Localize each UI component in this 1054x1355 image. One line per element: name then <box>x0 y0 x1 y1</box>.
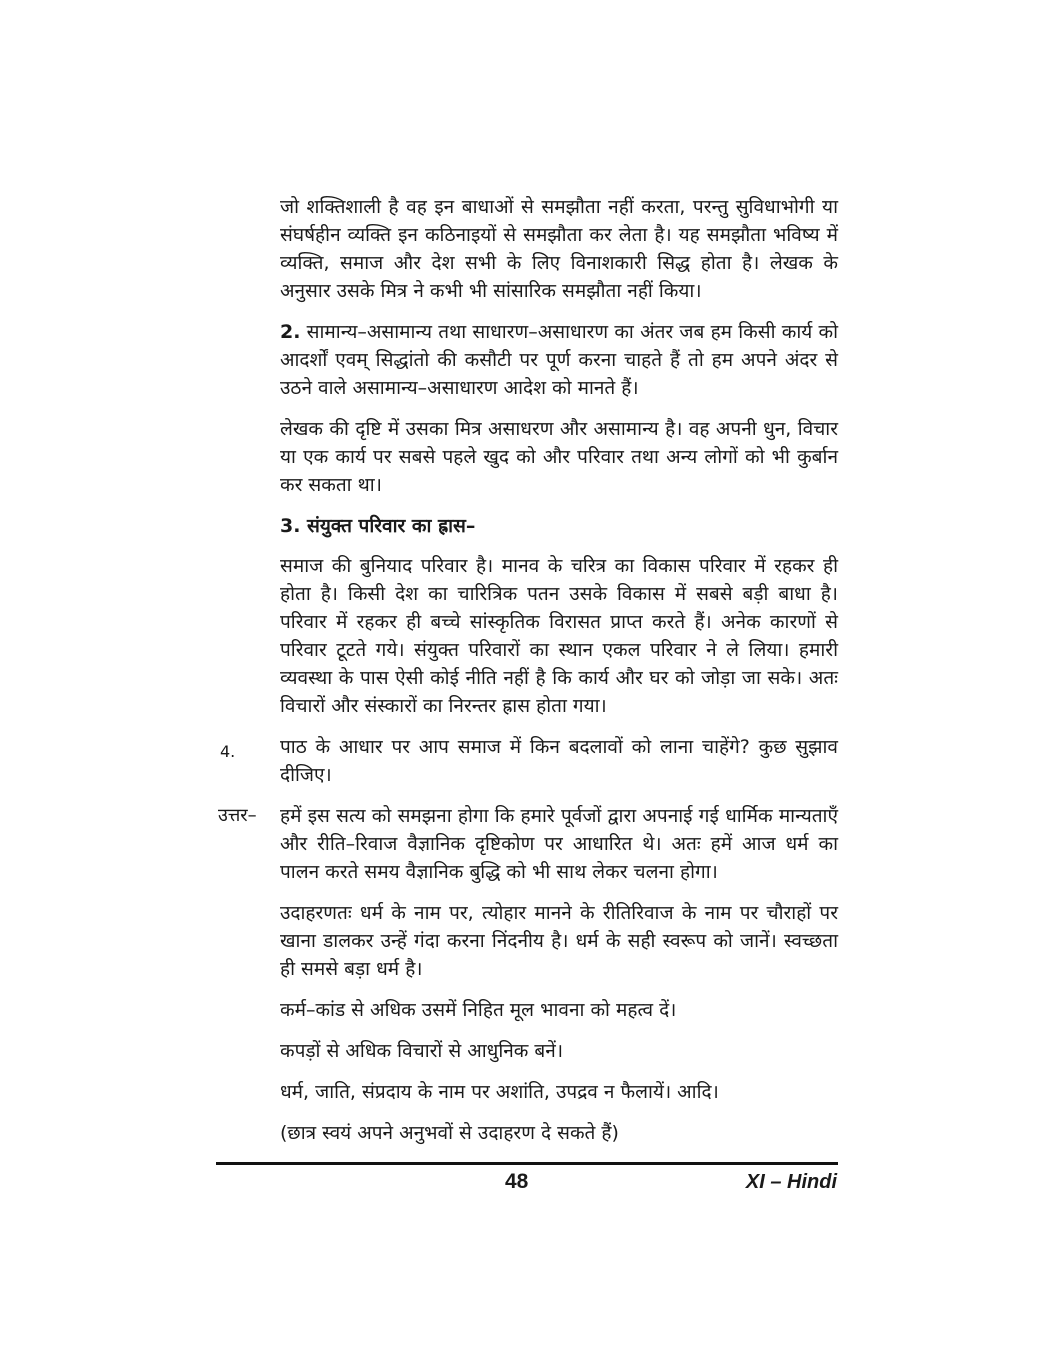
answer-example: उदाहरणतः धर्म के नाम पर, त्योहार मानने के रीतिरिवाज के नाम पर चौराहों पर खाना डालकर उन्हें गंदा करना निंदनीय है। धर्म के सही स्वरूप को जानें। स्वच्छता ही समसे बड़ा धर्म है। <box>280 902 838 980</box>
answer-note: (छात्र स्वयं अपने अनुभवों से उदाहरण दे सकते हैं) <box>280 1122 619 1144</box>
footer-divider <box>216 1162 838 1165</box>
page-content <box>218 193 838 1160</box>
answer-label: उत्तर– <box>218 805 257 826</box>
answer-suggestion-2: कपड़ों से अधिक विचारों से आधुनिक बनें। <box>280 1040 564 1062</box>
section-heading-3: 3. संयुक्त परिवार का ह्रास– <box>280 515 476 537</box>
question-4 <box>220 733 838 789</box>
book-title: XI – Hindi <box>745 1171 837 1193</box>
question-number: 4. <box>220 742 236 761</box>
answer-suggestion-1: कर्म–कांड से अधिक उसमें निहित मूल भावना को महत्व दें। <box>280 999 677 1021</box>
point-2-text: सामान्य–असामान्य तथा साधारण–असाधारण का अंतर जब हम किसी कार्य को आदर्शों एवम् सिद्धांतो की कसौटी पर पूर्ण करना चाहते हैं तो हम अपने अंदर से उठने वाले असामान्य–असाधारण आदेश को मानते हैं। <box>280 321 838 399</box>
paragraph-friend: लेखक की दृष्टि में उसका मित्र असाधरण और असामान्य है। वह अपनी धुन, विचार या एक कार्य पर सबसे पहले खुद को और परिवार तथा अन्य लोगों को भी कुर्बान कर सकता था। <box>280 418 838 496</box>
paragraph-intro: जो शक्तिशाली है वह इन बाधाओं से समझौता नहीं करता, परन्तु सुविधाभोगी या संघर्षहीन व्यक्ति इन कठिनाइयों से समझौता कर लेता है। यह समझौता भविष्य में व्यक्ति, समाज और देश सभी के लिए विनाशकारी सिद्ध होता है। लेखक के अनुसार उसके मित्र ने कभी भी सांसारिक समझौता नहीं किया। <box>280 196 838 302</box>
question-text: पाठ के आधार पर आप समाज में किन बदलावों को लाना चाहेंगे? कुछ सुझाव दीजिए। <box>280 736 838 786</box>
page-number: 48 <box>505 1170 529 1193</box>
answer-text: हमें इस सत्य को समझना होगा कि हमारे पूर्वजों द्वारा अपनाई गई धार्मिक मान्यताएँ और रीति–रिवाज वैज्ञानिक दृष्टिकोण पर आधारित थे। अतः हमें आज धर्म का पालन करते समय वैज्ञानिक बुद्धि को भी साथ लेकर चलना होगा। <box>280 805 838 883</box>
answer-suggestion-3: धर्म, जाति, संप्रदाय के नाम पर अशांति, उपद्रव न फैलायें। आदि। <box>280 1081 719 1103</box>
paragraph-point-2 <box>280 318 838 402</box>
answer-block <box>218 802 838 886</box>
paragraph-joint-family: समाज की बुनियाद परिवार है। मानव के चरित्र का विकास परिवार में रहकर ही होता है। किसी देश का चारित्रिक पतन उसके विकास में सबसे बड़ी बाधा है। परिवार में रहकर ही बच्चे सांस्कृतिक विरासत प्राप्त करते हैं। अनेक कारणों से परिवार टूटते गये। संयुक्त परिवारों का स्थान एकल परिवार ने ले लिया। हमारी व्यवस्था के पास ऐसी कोई नीति नहीं है कि कार्य और घर को जोड़ा जा सके। अतः विचारों और संस्कारों का निरन्तर ह्रास होता गया। <box>280 555 838 717</box>
point-2-number: 2. <box>280 321 301 343</box>
